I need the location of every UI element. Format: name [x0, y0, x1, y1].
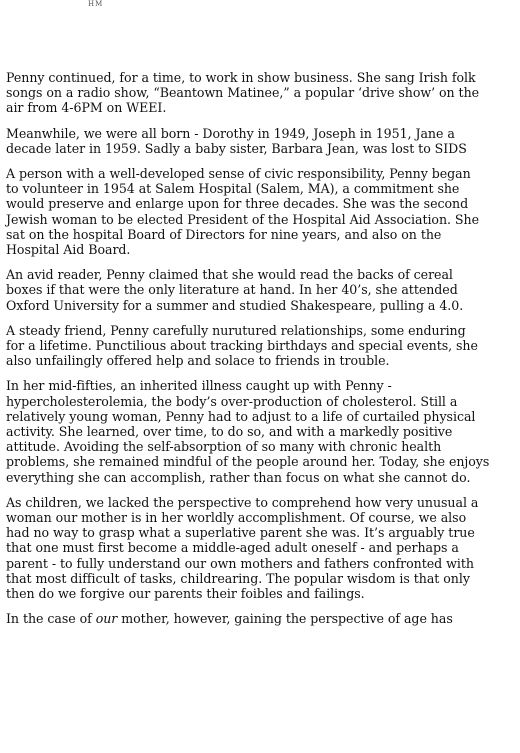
text-line: In her mid-fifties, an inherited illness caught up with Penny - [6, 378, 392, 394]
text-line: Jewish woman to be elected President of the Hospital Aid Association. She [6, 211, 479, 227]
paragraph-avid-reader [6, 267, 520, 313]
paragraph-our-mother [6, 611, 520, 626]
paragraph-children-born [6, 126, 520, 156]
text-line: had no way to grasp what a superlative parent she was. It’s arguably true [6, 525, 475, 541]
text-line: hypercholesterolemia, the body’s over-production of cholesterol. Still a [6, 393, 458, 409]
text-line: relatively young woman, Penny had to adjust to a life of curtailed physical [6, 408, 476, 424]
text-line: boxes if that were the only literature at hand. In her 40’s, she attended [6, 282, 458, 298]
paragraph-show-business [6, 70, 520, 116]
text-line: A steady friend, Penny carefully nurutured relationships, some enduring [6, 322, 466, 338]
text-line: then do we forgive our parents their foibles and failings. [6, 586, 365, 602]
text-line [6, 611, 520, 626]
text-line: to volunteer in 1954 at Salem Hospital (Salem, MA), a commitment she [6, 181, 460, 197]
text-line: sat on the hospital Board of Directors for nine years, and also on the [6, 226, 442, 242]
text-run: mother, however, gaining the perspective of age has [117, 611, 453, 627]
emphasized-word: our [95, 611, 118, 627]
text-line: Hospital Aid Board. [6, 242, 131, 258]
text-line: attitude. Avoiding the self-absorption of so many with chronic health [6, 439, 442, 455]
page-header-mark: HM [88, 0, 104, 8]
text-line: that one must first become a middle-aged adult oneself - and perhaps a [6, 540, 459, 556]
text-line: songs on a radio show, “Beantown Matinee,” a popular ‘drive show’ on the [6, 85, 480, 101]
paragraph-steady-friend [6, 323, 520, 369]
text-line: also unfailingly offered help and solace to friends in trouble. [6, 353, 390, 369]
text-line: problems, she remained mindful of the people around her. Today, she enjoys [6, 454, 490, 470]
paragraph-perspective [6, 495, 520, 601]
text-line: Meanwhile, we were all born - Dorothy in 1949, Joseph in 1951, Jane a [6, 125, 455, 141]
text-line: parent - to fully understand our own mothers and fathers confronted with [6, 555, 474, 571]
body-text [6, 70, 520, 637]
text-line: air from 4-6PM on WEEI. [6, 100, 167, 116]
text-line: Oxford University for a summer and studied Shakespeare, pulling a 4.0. [6, 297, 464, 313]
text-line: would preserve and enlarge upon for three decades. She was the second [6, 196, 469, 212]
text-line: that most difficult of tasks, childrearing. The popular wisdom is that only [6, 570, 470, 586]
text-line: decade later in 1959. Sadly a baby sister, Barbara Jean, was lost to SIDS [6, 140, 467, 156]
text-line: activity. She learned, over time, to do so, and with a markedly positive [6, 424, 453, 440]
text-line: woman our mother is in her worldly accomplishment. Of course, we also [6, 510, 467, 526]
text-line: An avid reader, Penny claimed that she would read the backs of cereal [6, 267, 453, 283]
text-run: In the case of [6, 611, 96, 627]
text-line: A person with a well-developed sense of civic responsibility, Penny began [6, 166, 471, 182]
text-line: As children, we lacked the perspective to comprehend how very unusual a [6, 494, 479, 510]
text-line: for a lifetime. Punctilious about tracking birthdays and special events, she [6, 338, 478, 354]
text-line: Penny continued, for a time, to work in show business. She sang Irish folk [6, 70, 476, 85]
paragraph-inherited-illness [6, 378, 520, 484]
paragraph-civic-responsibility [6, 166, 520, 257]
text-line: everything she can accomplish, rather than focus on what she cannot do. [6, 469, 471, 485]
